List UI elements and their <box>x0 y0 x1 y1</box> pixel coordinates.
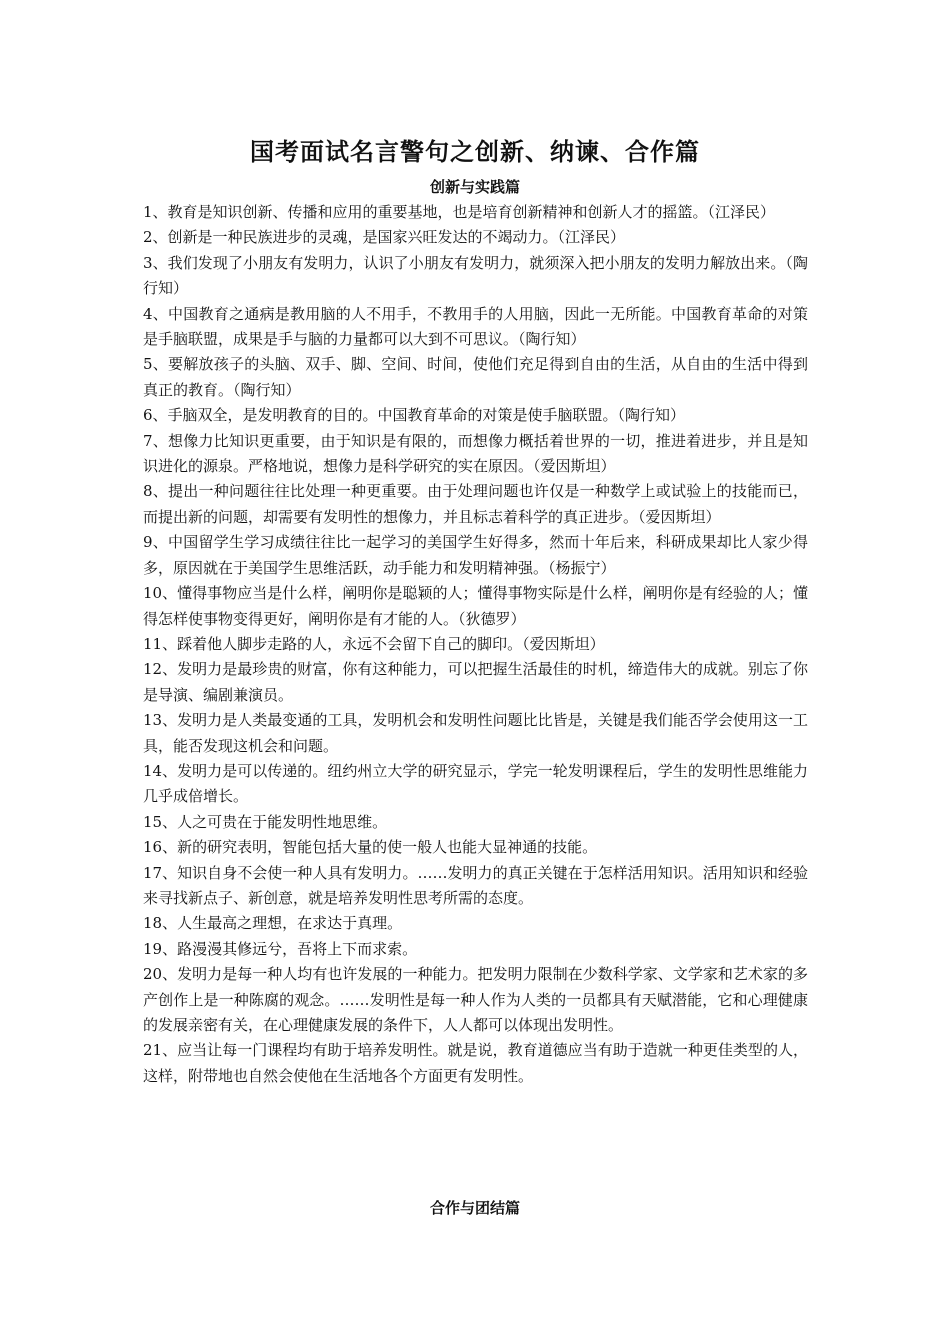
quote-item: 14、发明力是可以传递的。纽约州立大学的研究显示，学完一轮发明课程后，学生的发明性思维能力几乎成倍增长。 <box>143 761 808 806</box>
quote-item: 15、人之可贵在于能发明性地思维。 <box>143 812 388 831</box>
quote-item: 1、教育是知识创新、传播和应用的重要基地，也是培育创新精神和创新人才的摇篮。（江泽民） <box>143 203 776 221</box>
quote-item: 2、创新是一种民族进步的灵魂，是国家兴旺发达的不竭动力。（江泽民） <box>143 228 626 247</box>
quote-item: 12、发明力是最珍贵的财富，你有这种能力，可以把握生活最佳的时机，缔造伟大的成就。别忘了你是导演、编剧兼演员。 <box>143 660 808 704</box>
quote-item: 6、手脑双全，是发明教育的目的。中国教育革命的对策是使手脑联盟。（陶行知） <box>143 406 686 425</box>
quote-item: 10、懂得事物应当是什么样，阐明你是聪颖的人；懂得事物实际是什么样，阐明你是有经验的人；懂得怎样使事物变得更好，阐明你是有才能的人。（狄德罗） <box>143 584 808 628</box>
quote-item: 11、踩着他人脚步走路的人，永远不会留下自己的脚印。（爱因斯坦） <box>143 634 605 653</box>
quote-item: 13、发明力是人类最变通的工具，发明机会和发明性问题比比皆是，关键是我们能否学会使用这一工具，能否发现这机会和问题。 <box>143 711 808 755</box>
document-title: 国考面试名言警句之创新、纳谏、合作篇 <box>250 137 700 166</box>
quote-item: 5、要解放孩子的头脑、双手、脚、空间、时间，使他们充足得到自由的生活，从自由的生活中得到真正的教育。（陶行知） <box>143 355 808 399</box>
quote-item: 3、我们发现了小朋友有发明力，认识了小朋友有发明力，就须深入把小朋友的发明力解放出来。（陶行知） <box>143 253 808 298</box>
quote-item: 7、想像力比知识更重要，由于知识是有限的，而想像力概括着世界的一切，推进着进步，并且是知识进化的源泉。严格地说，想像力是科学研究的实在原因。（爱因斯坦） <box>143 431 808 476</box>
quote-item: 16、新的研究表明，智能包括大量的使一般人也能大显神通的技能。 <box>143 838 598 857</box>
quote-item: 17、知识自身不会使一种人具有发明力。……发明力的真正关键在于怎样活用知识。活用知识和经验来寻找新点子、新创意，就是培养发明性思考所需的态度。 <box>143 863 808 907</box>
quote-item: 19、路漫漫其修远兮，吾将上下而求索。 <box>143 939 418 958</box>
quote-item: 21、应当让每一门课程均有助于培养发明性。就是说，教育道德应当有助于造就一种更佳类型的人，这样，附带地也自然会使他在生活地各个方面更有发明性。 <box>143 1041 808 1085</box>
quote-item: 4、中国教育之通病是教用脑的人不用手，不教用手的人用脑，因此一无所能。中国教育革命的对策是手脑联盟，成果是手与脑的力量都可以大到不可思议。（陶行知） <box>143 304 808 349</box>
quote-item: 8、提出一种问题往往比处理一种更重要。由于处理问题也许仅是一种数学上或试验上的技能而已，而提出新的问题，却需要有发明性的想像力，并且标志着科学的真正进步。（爱因斯坦） <box>143 482 808 526</box>
quote-item: 9、中国留学生学习成绩往往比一起学习的美国学生好得多，然而十年后来，科研成果却比人家少得多，原因就在于美国学生思维活跃，动手能力和发明精神强。（杨振宁） <box>143 533 808 577</box>
section-heading-cooperation: 合作与团结篇 <box>429 1199 520 1217</box>
quote-list-innovation <box>143 200 808 1089</box>
quote-item: 18、人生最高之理想，在求达于真理。 <box>143 914 403 933</box>
quote-item: 20、发明力是每一种人均有也许发展的一种能力。把发明力限制在少数科学家、文学家和艺术家的多产创作上是一种陈腐的观念。……发明性是每一种人作为人类的一员都具有天赋潜能，它和心理健康的发展亲密有关，在心理健康发展的条件下，人人都可以体现出发明性。 <box>143 965 808 1034</box>
section-heading-innovation: 创新与实践篇 <box>429 178 520 196</box>
